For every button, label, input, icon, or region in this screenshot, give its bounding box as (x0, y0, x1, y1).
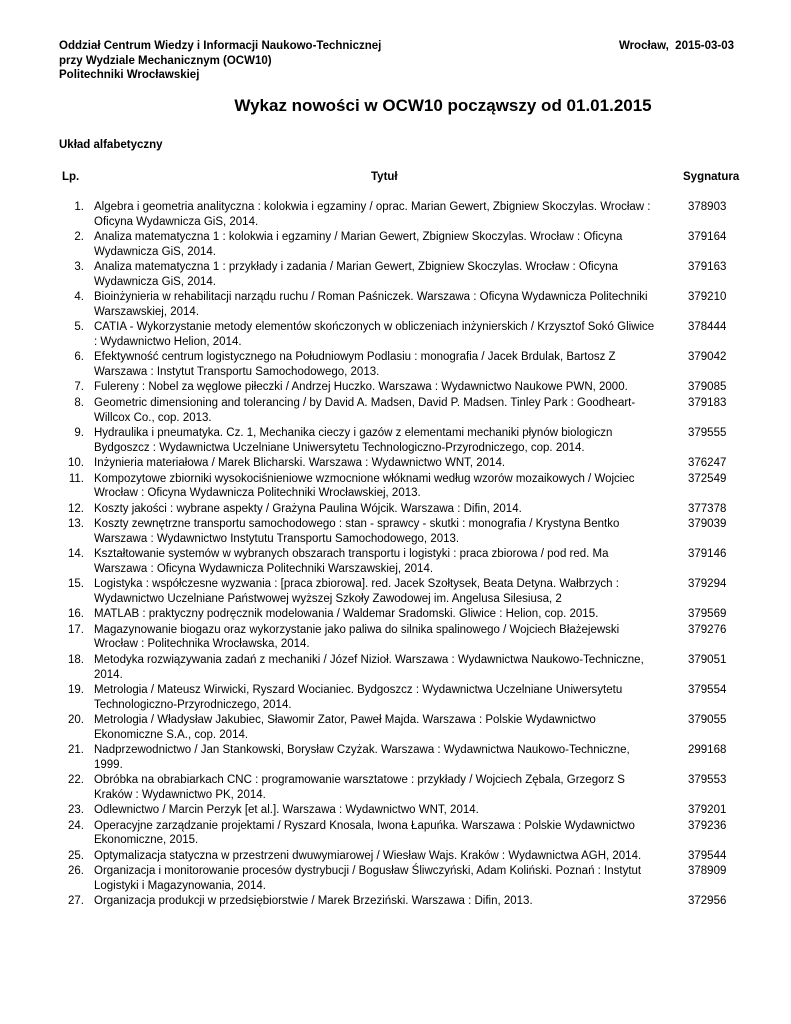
entry-title: Koszty jakości : wybrane aspekty / Grażyna Paulina Wójcik. Warszawa : Difin, 2014. (94, 502, 522, 515)
entry-number: 7. (74, 381, 84, 394)
entry-signature: 379055 (688, 714, 727, 727)
entry-title: Operacyjne zarządzanie projektami / Ryszard Knosala, Iwona Łapuńka. Warszawa : Polskie Wydawnictwo Ekonomiczne, 2015. (94, 819, 635, 847)
entry-signature: 379146 (688, 548, 727, 561)
entry-number: 14. (68, 548, 84, 561)
list-item (0, 380, 791, 395)
entry-title: Algebra i geometria analityczna : kolokwia i egzaminy / oprac. Marian Gewert, Zbigniew Skoczylas. Wrocław : Oficyna Wydawnicza GiS, 2014. (94, 201, 651, 228)
entry-title: Koszty zewnętrzne transportu samochodowego : stan - sprawcy - skutki : monografia / Krystyna Bentko Warszawa : Wydawnictwo Instytutu Transportu Samochodowego, 2013. (94, 518, 620, 545)
entry-number: 24. (68, 819, 84, 832)
list-item (0, 623, 791, 652)
entry-title: Logistyka : współczesne wyzwania : [praca zbiorowa]. red. Jacek Szołtysek, Beata Detyna. Wałbrzych : Wydawnictwo Uczelniane Państwowej wyższej Szkoły Zawodowej im. Angelusa Silesiusa, 2 (94, 578, 619, 605)
entry-signature: 379555 (688, 427, 727, 440)
entry-signature: 379085 (688, 381, 727, 394)
entry-signature: 379276 (688, 623, 727, 636)
list-item (0, 864, 791, 893)
list-item (0, 894, 791, 909)
entry-title: Analiza matematyczna 1 : kolokwia i egzaminy / Marian Gewert, Zbigniew Skoczylas. Wrocław : Oficyna Wydawnicza GiS, 2014. (94, 231, 623, 258)
entry-title: Obróbka na obrabiarkach CNC : programowanie warsztatowe : przykłady / Wojciech Zębala, Grzegorz S Kraków : Wydawnictwo PK, 2014. (94, 774, 625, 801)
place-date: Wrocław, 2015-03-03 (618, 40, 734, 52)
entry-title: Odlewnictwo / Marcin Perzyk [et al.]. Warszawa : Wydawnictwo WNT, 2014. (94, 804, 479, 817)
entry-title: Kształtowanie systemów w wybranych obszarach transportu i logistyki : praca zbiorowa / pod red. Ma Warszawa : Oficyna Wydawnicza Politechniki Warszawskiej, 2014. (94, 548, 609, 575)
entry-number: 1. (74, 201, 84, 213)
entry-signature: 379210 (688, 291, 727, 304)
institution-line: przy Wydziale Mechanicznym (OCW10) (59, 54, 272, 67)
column-header-lp: Lp. (62, 171, 80, 183)
entry-signature: 299168 (688, 744, 727, 757)
entry-signature: 379163 (688, 261, 727, 274)
entry-number: 5. (74, 321, 84, 334)
list-item (0, 683, 791, 712)
entry-title: Bioinżynieria w rehabilitacji narządu ruchu / Roman Paśniczek. Warszawa : Oficyna Wydawnicza Politechniki Warszawskiej, 2014. (94, 291, 648, 318)
list-item (0, 260, 791, 289)
list-item (0, 577, 791, 606)
column-header-title: Tytuł (371, 171, 398, 183)
column-header-signature: Sygnatura (683, 171, 740, 183)
entry-title: CATIA - Wykorzystanie metody elementów skończonych w obliczeniach inżynierskich / Krzysztof Sokó Gliwice : Wydawnictwo Helion, 2014. (94, 321, 655, 348)
entry-signature: 379554 (688, 684, 727, 697)
entry-number: 22. (68, 774, 84, 787)
entry-number: 2. (74, 231, 84, 244)
list-item (0, 320, 791, 349)
entry-number: 9. (74, 427, 84, 440)
entry-number: 18. (68, 653, 84, 666)
entry-number: 12. (68, 502, 84, 515)
entry-title: Kompozytowe zbiorniki wysokociśnieniowe wzmocnione włóknami według wzorów mozaikowych / Wojciec Wrocław : Oficyna Wydawnicza Politechniki Wrocławskiej, 2013. (94, 472, 635, 500)
entry-signature: 376247 (688, 457, 727, 470)
entry-signature: 377378 (688, 502, 727, 515)
entry-number: 4. (74, 291, 84, 304)
entry-number: 13. (68, 518, 84, 531)
entry-title: Nadprzewodnictwo / Jan Stankowski, Borysław Czyżak. Warszawa : Wydawnictwa Naukowo-Techniczne, 1999. (94, 744, 630, 771)
entry-signature: 379201 (688, 804, 727, 817)
entry-number: 23. (68, 804, 84, 817)
entry-title: Fulereny : Nobel za węglowe piłeczki / Andrzej Huczko. Warszawa : Wydawnictwo Naukowe PWN, 2000. (94, 381, 628, 394)
entry-signature: 372956 (688, 895, 727, 908)
entry-signature: 378903 (688, 201, 727, 213)
list-item (0, 713, 791, 742)
entry-title: Hydraulika i pneumatyka. Cz. 1, Mechanika cieczy i gazów z elementami mechaniki płynów biologiczn Bydgoszcz : Wydawnictwa Uczelniane Uniwersytetu Technologiczno-Przyrodniczego, cop. 2014. (94, 427, 613, 454)
list-item (0, 819, 791, 848)
entry-number: 10. (68, 457, 84, 470)
list-item (0, 350, 791, 379)
entry-title: MATLAB : praktyczny podręcznik modelowania / Waldemar Sradomski. Gliwice : Helion, cop. 2015. (94, 608, 599, 621)
entry-number: 26. (68, 865, 84, 878)
entry-number: 25. (68, 849, 84, 862)
entry-signature: 379236 (688, 819, 727, 832)
entry-title: Metrologia / Mateusz Wirwicki, Ryszard Wocianiec. Bydgoszcz : Wydawnictwa Uczelniane Uniwersytetu Technologiczno-Przyrodniczego, 2014. (94, 684, 623, 711)
entry-number: 17. (68, 623, 84, 636)
entry-number: 11. (68, 472, 84, 485)
list-item (0, 290, 791, 319)
institution-line: Oddział Centrum Wiedzy i Informacji Naukowo-Technicznej (59, 40, 382, 52)
list-item (0, 607, 791, 622)
list-item (0, 456, 791, 471)
list-item (0, 230, 791, 259)
entry-number: 3. (74, 261, 84, 274)
entry-title: Inżynieria materiałowa / Marek Blicharski. Warszawa : Wydawnictwo WNT, 2014. (94, 457, 506, 470)
entry-signature: 379164 (688, 231, 727, 244)
entry-title: Geometric dimensioning and tolerancing / by David A. Madsen, David P. Madsen. Tinley Park : Goodheart-Willcox Co., cop. 2013. (94, 396, 636, 424)
subtitle: Układ alfabetyczny (59, 139, 163, 151)
entry-number: 27. (68, 895, 84, 908)
entry-signature: 379294 (688, 578, 727, 591)
list-item (0, 517, 791, 546)
list-item (0, 502, 791, 517)
entry-number: 21. (68, 744, 84, 757)
entry-signature: 379042 (688, 351, 727, 364)
entry-title: Metodyka rozwiązywania zadań z mechaniki / Józef Nizioł. Warszawa : Wydawnictwa Naukowo-Techniczne, 2014. (94, 653, 644, 681)
institution-line: Politechniki Wrocławskiej (59, 69, 200, 82)
entry-number: 20. (68, 714, 84, 727)
list-item (0, 803, 791, 818)
entry-signature: 379183 (688, 396, 727, 409)
entry-title: Efektywność centrum logistycznego na Południowym Podlasiu : monografia / Jacek Brdulak, Bartosz Z Warszawa : Instytut Transportu Samochodowego, 2013. (94, 351, 616, 378)
list-item (0, 200, 791, 229)
entry-title: Magazynowanie biogazu oraz wykorzystanie jako paliwa do silnika spalinowego / Wojciech Błażejewski Wrocław : Politechnika Wrocławska, 2014. (94, 623, 620, 651)
entry-title: Organizacja produkcji w przedsiębiorstwie / Marek Brzeziński. Warszawa : Difin, 2013. (94, 895, 533, 908)
entry-signature: 378444 (688, 321, 727, 334)
entry-title: Organizacja i monitorowanie procesów dystrybucji / Bogusław Śliwczyński, Adam Koliński. Poznań : Instytut Logistyki i Magazynowania, 2014. (94, 865, 642, 892)
entry-title: Analiza matematyczna 1 : przykłady i zadania / Marian Gewert, Zbigniew Skoczylas. Wrocław : Oficyna Wydawnicza GiS, 2014. (94, 261, 618, 288)
list-item (0, 396, 791, 425)
list-item (0, 653, 791, 682)
entry-signature: 379553 (688, 774, 727, 787)
entry-title: Metrologia / Władysław Jakubiec, Sławomir Zator, Paweł Majda. Warszawa : Polskie Wydawnictwo Ekonomiczne S.A., cop. 2014. (94, 714, 596, 741)
list-item (0, 743, 791, 772)
list-item (0, 773, 791, 802)
list-item (0, 849, 791, 864)
entry-signature: 379051 (688, 653, 727, 666)
entry-signature: 378909 (688, 865, 727, 878)
institution-header (59, 39, 381, 83)
entry-title: Optymalizacja statyczna w przestrzeni dwuwymiarowej / Wiesław Wajs. Kraków : Wydawnictwa AGH, 2014. (94, 849, 642, 862)
list-item (0, 472, 791, 501)
entry-number: 8. (74, 396, 84, 409)
entry-number: 19. (68, 684, 84, 697)
list-item (0, 547, 791, 576)
entry-number: 6. (74, 351, 84, 364)
entry-list (0, 200, 791, 910)
list-item (0, 426, 791, 455)
entry-number: 15. (68, 578, 84, 591)
entry-signature: 379544 (688, 849, 727, 862)
entry-signature: 379039 (688, 518, 727, 531)
entry-signature: 379569 (688, 608, 727, 621)
page-title: Wykaz nowości w OCW10 począwszy od 01.01.2015 (234, 96, 652, 115)
entry-number: 16. (68, 608, 84, 621)
entry-signature: 372549 (688, 472, 727, 485)
